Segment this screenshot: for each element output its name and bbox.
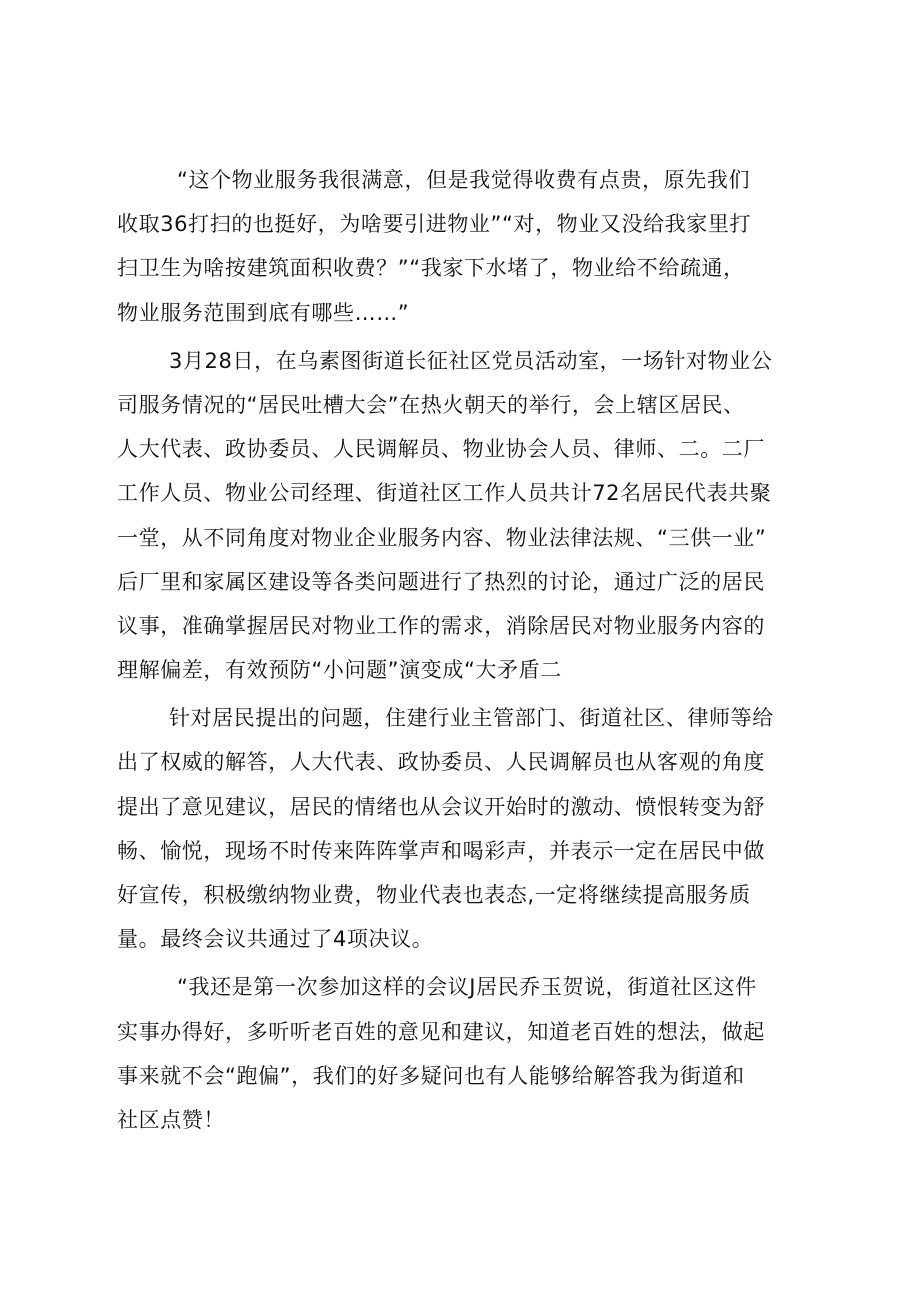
paragraph-line: 社区点赞！ (117, 1107, 225, 1132)
paragraph-line: 3月28日，在乌素图街道长征社区党员活动室，一场针对物业公 (169, 348, 773, 373)
paragraph-line: 议事，准确掌握居民对物业工作的需求，消除居民对物业服务内容的 (117, 613, 765, 638)
paragraph-line: 物业服务范围到底有哪些……” (117, 300, 410, 325)
paragraph-line: 事来就不会“跑偏”，我们的好多疑问也有人能够给解答我为街道和 (117, 1063, 745, 1088)
paragraph-line: 针对居民提出的问题，住建行业主管部门、街道社区、律师等给 (169, 706, 774, 731)
paragraph-resident-quote (117, 965, 817, 1142)
paragraph-line: 提出了意见建议，居民的情绪也从会议开始时的激动、愤恨转变为舒 (117, 794, 765, 819)
paragraph-line: 工作人员、物业公司经理、街道社区工作人员共计72名居民代表共聚 (117, 481, 772, 506)
paragraph-line: 收取36打扫的也挺好，为啥要引进物业”“对，物业又没给我家里打 (117, 212, 752, 237)
paragraph-line: 好宣传，积极缴纳物业费，物业代表也表态,一定将继续提高服务质 (117, 883, 751, 907)
paragraph-line: 理解偏差，有效预防“小问题”演变成“大矛盾二 (117, 658, 562, 683)
paragraph-line: 扫卫生为啥按建筑面积收费？”“我家下水堵了，物业给不给疏通， (117, 256, 745, 281)
article-body (117, 158, 817, 1142)
paragraph-line: “我还是第一次参加这样的会议J居民乔玉贺说，街道社区这件 (177, 975, 757, 1000)
paragraph-line: 畅、愉悦，现场不时传来阵阵掌声和喝彩声，并表示一定在居民中做 (117, 838, 765, 863)
paragraph-resident-complaints (117, 158, 817, 335)
paragraph-line: 出了权威的解答，人大代表、政协委员、人民调解员也从客观的角度 (117, 750, 765, 775)
paragraph-line: 一堂，从不同角度对物业企业服务内容、物业法律法规、“三供一业” (117, 525, 767, 550)
paragraph-line: 量。最终会议共通过了4项决议。 (117, 927, 434, 952)
paragraph-line: 司服务情况的“居民吐槽大会”在热火朝天的举行，会上辖区居民、 (117, 392, 745, 417)
paragraph-meeting-description (117, 339, 817, 693)
paragraph-line: 实事办得好，多听听老百姓的意见和建议，知道老百姓的想法，做起 (117, 1019, 765, 1044)
paragraph-line: 人大代表、政协委员、人民调解员、物业协会人员、律师、二。二厂 (117, 437, 765, 462)
paragraph-official-responses (117, 696, 817, 961)
paragraph-line: 后厂里和家属区建设等各类问题进行了热烈的讨论，通过广泛的居民 (117, 569, 765, 594)
paragraph-line: “这个物业服务我很满意，但是我觉得收费有点贵，原先我们 (177, 168, 751, 192)
